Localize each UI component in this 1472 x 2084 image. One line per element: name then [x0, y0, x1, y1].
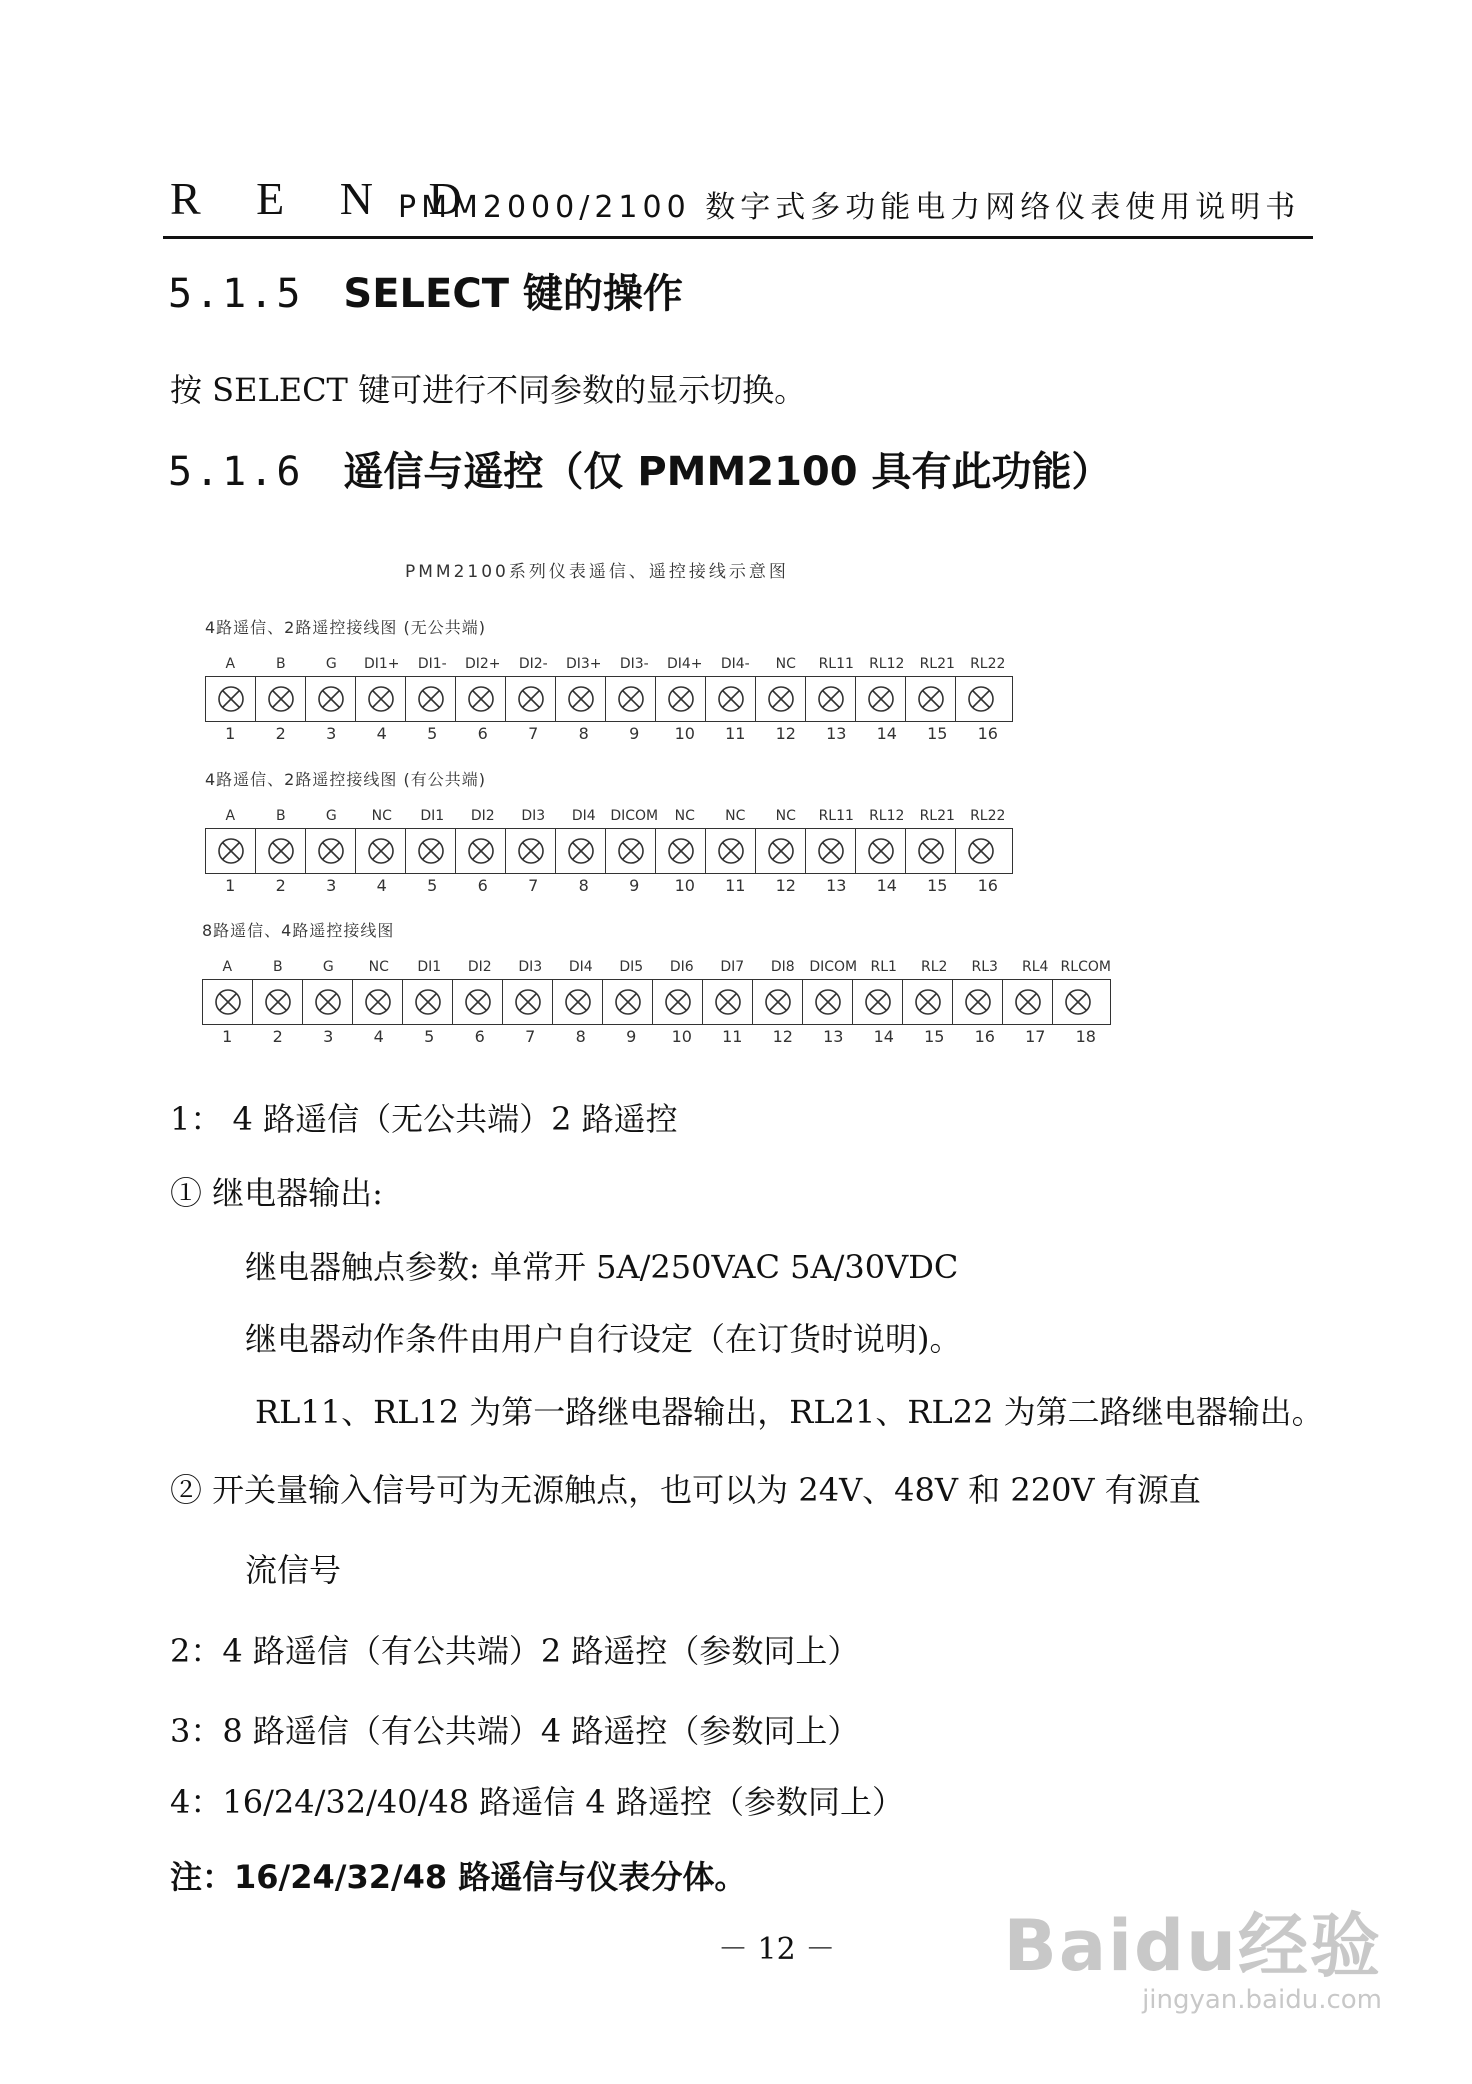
terminal-label: RL12 — [869, 808, 905, 824]
terminal-number: 11 — [722, 1027, 743, 1046]
relay-params: 继电器触点参数: 单常开 5A/250VAC 5A/30VDC — [245, 1248, 959, 1286]
terminal-number: 6 — [474, 1027, 485, 1046]
screw-icon — [666, 836, 696, 866]
terminal-labels — [205, 656, 1013, 672]
screw-icon — [463, 987, 493, 1017]
header-divider — [163, 236, 1313, 239]
terminal-label: DI1+ — [363, 656, 400, 672]
switch-input-line: ② 开关量输入信号可为无源触点，也可以为 24V、48V 和 220V 有源直 — [170, 1471, 1201, 1509]
terminal-number: 9 — [629, 724, 640, 743]
terminal-label: DI3 — [521, 808, 546, 824]
terminal-number: 6 — [477, 876, 488, 895]
terminal-number: 15 — [927, 876, 948, 895]
terminal-screw — [253, 980, 303, 1024]
watermark-url: jingyan.baidu.com — [1142, 1985, 1382, 2015]
terminal-number: 11 — [725, 876, 746, 895]
terminal-label: DI1 — [420, 808, 445, 824]
terminal-screw — [703, 980, 753, 1024]
terminal-number: 13 — [823, 1027, 844, 1046]
screw-icon — [266, 836, 296, 866]
terminal-label: DI4 — [568, 959, 593, 975]
terminal-number: 2 — [272, 1027, 283, 1046]
screw-icon — [863, 987, 893, 1017]
screw-icon — [1013, 987, 1043, 1017]
terminal-label: NC — [725, 808, 746, 824]
terminal-number: 8 — [575, 1027, 586, 1046]
terminal-screw — [553, 980, 603, 1024]
screw-icon — [813, 987, 843, 1017]
terminal-label: RL11 — [818, 808, 854, 824]
terminal-number: 9 — [626, 1027, 637, 1046]
terminal-number: 4 — [373, 1027, 384, 1046]
screw-icon — [866, 684, 896, 714]
screw-icon — [213, 987, 243, 1017]
screw-icon — [516, 836, 546, 866]
terminal-screw — [806, 829, 856, 873]
terminal-label: DI3 — [518, 959, 543, 975]
screw-icon — [913, 987, 943, 1017]
terminal-number: 12 — [772, 1027, 793, 1046]
screw-icon — [816, 836, 846, 866]
terminal-screw — [756, 829, 806, 873]
terminal-screw — [706, 829, 756, 873]
section-title: 遥信与遥控（仅 PMM2100 具有此功能） — [343, 449, 1112, 495]
screw-icon — [666, 684, 696, 714]
screw-icon — [366, 836, 396, 866]
terminal-screw — [853, 980, 903, 1024]
screw-icon — [866, 836, 896, 866]
screw-icon — [1063, 987, 1093, 1017]
terminal-screw — [453, 980, 503, 1024]
terminal-number: 11 — [725, 724, 746, 743]
terminal-number: 1 — [225, 876, 236, 895]
terminal-number: 15 — [924, 1027, 945, 1046]
terminal-screw — [403, 980, 453, 1024]
terminal-label: A — [225, 656, 236, 672]
terminal-label: DI1- — [417, 656, 447, 672]
terminal-label: RL21 — [919, 808, 955, 824]
screw-icon — [266, 684, 296, 714]
terminal-number: 10 — [674, 724, 695, 743]
terminal-screw — [803, 980, 853, 1024]
screw-icon — [963, 987, 993, 1017]
terminal-screw — [456, 829, 506, 873]
terminal-strip — [202, 979, 1111, 1025]
terminal-number: 14 — [876, 724, 897, 743]
screw-icon — [716, 684, 746, 714]
terminal-screw — [656, 829, 706, 873]
list-item-4: 4：16/24/32/40/48 路遥信 4 路遥控（参数同上） — [170, 1783, 904, 1821]
terminal-number: 1 — [225, 724, 236, 743]
terminal-screw — [1003, 980, 1053, 1024]
terminal-label: DI7 — [720, 959, 745, 975]
terminal-diagram-3 — [202, 918, 1111, 1046]
terminal-screw — [206, 677, 256, 721]
note: 注：16/24/32/48 路遥信与仪表分体。 — [170, 1858, 747, 1896]
terminal-screw — [906, 677, 956, 721]
terminal-screw — [556, 677, 606, 721]
list-item-2: 2：4 路遥信（有公共端）2 路遥控（参数同上） — [170, 1632, 860, 1670]
terminal-number: 13 — [826, 876, 847, 895]
terminal-screw — [556, 829, 606, 873]
terminal-label: NC — [775, 656, 796, 672]
terminal-labels — [202, 959, 1111, 975]
screw-icon — [363, 987, 393, 1017]
terminal-label: RL22 — [970, 808, 1006, 824]
terminal-label: G — [322, 959, 334, 975]
screw-icon — [563, 987, 593, 1017]
terminal-label: DI4- — [720, 656, 750, 672]
terminal-number: 2 — [275, 724, 286, 743]
terminal-number: 5 — [424, 1027, 435, 1046]
terminal-label: DI5 — [619, 959, 644, 975]
terminal-label: RL1 — [870, 959, 897, 975]
terminal-number: 2 — [275, 876, 286, 895]
screw-icon — [916, 684, 946, 714]
screw-icon — [413, 987, 443, 1017]
terminal-screw — [606, 829, 656, 873]
terminal-label: RL11 — [818, 656, 854, 672]
screw-icon — [366, 684, 396, 714]
screw-icon — [466, 836, 496, 866]
screw-icon — [313, 987, 343, 1017]
terminal-label: RLCOM — [1060, 959, 1111, 975]
terminal-label: DI3+ — [565, 656, 602, 672]
terminal-screw — [356, 677, 406, 721]
terminal-number: 15 — [927, 724, 948, 743]
list-item-1: 1： 4 路遥信（无公共端）2 路遥控 — [170, 1100, 678, 1138]
terminal-screw — [653, 980, 703, 1024]
terminal-screw — [1053, 980, 1102, 1024]
terminal-label: A — [222, 959, 233, 975]
diagram-subtitle: 4路遥信、2路遥控接线图 (有公共端) — [205, 770, 486, 789]
terminal-label: NC — [371, 808, 392, 824]
terminal-screw — [806, 677, 856, 721]
terminal-labels — [205, 808, 1013, 824]
terminal-number: 14 — [876, 876, 897, 895]
terminal-label: DICOM — [809, 959, 858, 975]
header-title: PMM2000/2100 数字式多功能电力网络仪表使用说明书 — [398, 190, 1301, 225]
terminal-screw — [603, 980, 653, 1024]
section-title: SELECT 键的操作 — [343, 271, 683, 317]
terminal-screw — [903, 980, 953, 1024]
terminal-strip — [205, 676, 1013, 722]
terminal-numbers — [202, 1027, 1111, 1046]
terminal-number: 16 — [974, 1027, 995, 1046]
terminal-label: DI2- — [518, 656, 548, 672]
screw-icon — [716, 836, 746, 866]
terminal-screw — [956, 677, 1005, 721]
screw-icon — [566, 684, 596, 714]
terminal-label: B — [275, 808, 286, 824]
terminal-screw — [856, 829, 906, 873]
section-heading — [168, 440, 1112, 497]
terminal-screw — [306, 677, 356, 721]
terminal-number: 3 — [326, 724, 337, 743]
terminal-screw — [406, 677, 456, 721]
relay-outputs: RL11、RL12 为第一路继电器输出，RL21、RL22 为第二路继电器输出。 — [255, 1393, 1324, 1431]
terminal-screw — [506, 677, 556, 721]
terminal-number: 7 — [528, 724, 539, 743]
terminal-screw — [206, 829, 256, 873]
terminal-number: 3 — [323, 1027, 334, 1046]
terminal-label: RL21 — [919, 656, 955, 672]
screw-icon — [513, 987, 543, 1017]
section-number: 5.1.6 — [168, 449, 304, 495]
relay-condition: 继电器动作条件由用户自行设定（在订货时说明)。 — [245, 1320, 962, 1358]
screw-icon — [263, 987, 293, 1017]
terminal-label: DI4 — [571, 808, 596, 824]
terminal-label: NC — [368, 959, 389, 975]
terminal-screw — [506, 829, 556, 873]
terminal-screw — [456, 677, 506, 721]
terminal-screw — [306, 829, 356, 873]
terminal-screw — [353, 980, 403, 1024]
diagram-subtitle: 8路遥信、4路遥控接线图 — [202, 921, 395, 940]
screw-icon — [616, 684, 646, 714]
terminal-screw — [503, 980, 553, 1024]
screw-icon — [916, 836, 946, 866]
terminal-diagram-2 — [205, 767, 1013, 895]
terminal-number: 12 — [775, 876, 796, 895]
terminal-numbers — [205, 876, 1013, 895]
screw-icon — [966, 684, 996, 714]
terminal-label: DI2 — [470, 808, 495, 824]
terminal-screw — [356, 829, 406, 873]
screw-icon — [416, 836, 446, 866]
terminal-screw — [753, 980, 803, 1024]
terminal-label: RL3 — [971, 959, 998, 975]
terminal-label: B — [275, 656, 286, 672]
terminal-screw — [906, 829, 956, 873]
screw-icon — [766, 836, 796, 866]
terminal-label: DI2 — [467, 959, 492, 975]
terminal-number: 8 — [578, 724, 589, 743]
terminal-screw — [656, 677, 706, 721]
screw-icon — [713, 987, 743, 1017]
terminal-number: 5 — [427, 876, 438, 895]
terminal-screw — [256, 829, 306, 873]
terminal-label: DI3- — [619, 656, 649, 672]
screw-icon — [416, 684, 446, 714]
terminal-number: 7 — [525, 1027, 536, 1046]
terminal-label: DI8 — [770, 959, 795, 975]
terminal-numbers — [205, 724, 1013, 743]
screw-icon — [216, 684, 246, 714]
terminal-screw — [953, 980, 1003, 1024]
diagram-subtitle: 4路遥信、2路遥控接线图 (无公共端) — [205, 618, 486, 637]
terminal-number: 8 — [578, 876, 589, 895]
screw-icon — [663, 987, 693, 1017]
terminal-label: A — [225, 808, 236, 824]
terminal-number: 4 — [376, 876, 387, 895]
terminal-number: 3 — [326, 876, 337, 895]
terminal-label: DICOM — [610, 808, 659, 824]
terminal-strip — [205, 828, 1013, 874]
terminal-screw — [706, 677, 756, 721]
terminal-number: 4 — [376, 724, 387, 743]
terminal-number: 7 — [528, 876, 539, 895]
page-number: － 12 － — [718, 1932, 836, 1967]
terminal-number: 9 — [629, 876, 640, 895]
screw-icon — [616, 836, 646, 866]
terminal-label: RL22 — [970, 656, 1006, 672]
terminal-label: RL2 — [921, 959, 948, 975]
terminal-number: 17 — [1025, 1027, 1046, 1046]
screw-icon — [763, 987, 793, 1017]
screw-icon — [966, 836, 996, 866]
terminal-label: RL12 — [869, 656, 905, 672]
section-heading — [168, 262, 683, 319]
screw-icon — [316, 836, 346, 866]
terminal-screw — [203, 980, 253, 1024]
terminal-label: B — [272, 959, 283, 975]
terminal-number: 16 — [977, 724, 998, 743]
terminal-number: 6 — [477, 724, 488, 743]
switch-input-line: 流信号 — [245, 1551, 342, 1589]
terminal-label: G — [325, 656, 337, 672]
terminal-screw — [756, 677, 806, 721]
terminal-label: DI6 — [669, 959, 694, 975]
paragraph: 按 SELECT 键可进行不同参数的显示切换。 — [170, 371, 807, 409]
terminal-screw — [956, 829, 1005, 873]
header-brand: R E N D — [170, 173, 484, 224]
terminal-label: DI2+ — [464, 656, 501, 672]
terminal-number: 14 — [873, 1027, 894, 1046]
screw-icon — [613, 987, 643, 1017]
list-item-3: 3：8 路遥信（有公共端）4 路遥控（参数同上） — [170, 1712, 860, 1750]
terminal-label: RL4 — [1022, 959, 1049, 975]
screw-icon — [216, 836, 246, 866]
terminal-number: 10 — [671, 1027, 692, 1046]
terminal-screw — [256, 677, 306, 721]
screw-icon — [766, 684, 796, 714]
terminal-number: 5 — [427, 724, 438, 743]
screw-icon — [566, 836, 596, 866]
terminal-number: 18 — [1075, 1027, 1096, 1046]
terminal-number: 10 — [674, 876, 695, 895]
terminal-label: NC — [674, 808, 695, 824]
terminal-label: NC — [775, 808, 796, 824]
terminal-screw — [303, 980, 353, 1024]
terminal-screw — [406, 829, 456, 873]
terminal-diagram-1 — [205, 615, 1013, 743]
screw-icon — [516, 684, 546, 714]
terminal-number: 12 — [775, 724, 796, 743]
section-number: 5.1.5 — [168, 271, 304, 317]
terminal-label: DI1 — [417, 959, 442, 975]
relay-heading: ① 继电器输出: — [170, 1174, 383, 1212]
terminal-number: 13 — [826, 724, 847, 743]
watermark — [1003, 1890, 1382, 2015]
terminal-screw — [606, 677, 656, 721]
watermark-logo: Baidu经验 — [1003, 1905, 1382, 1987]
terminal-label: G — [325, 808, 337, 824]
terminal-number: 1 — [222, 1027, 233, 1046]
terminal-number: 16 — [977, 876, 998, 895]
terminal-screw — [856, 677, 906, 721]
screw-icon — [816, 684, 846, 714]
diagram-title: PMM2100系列仪表遥信、遥控接线示意图 — [405, 562, 789, 582]
terminal-label: DI4+ — [666, 656, 703, 672]
screw-icon — [466, 684, 496, 714]
screw-icon — [316, 684, 346, 714]
